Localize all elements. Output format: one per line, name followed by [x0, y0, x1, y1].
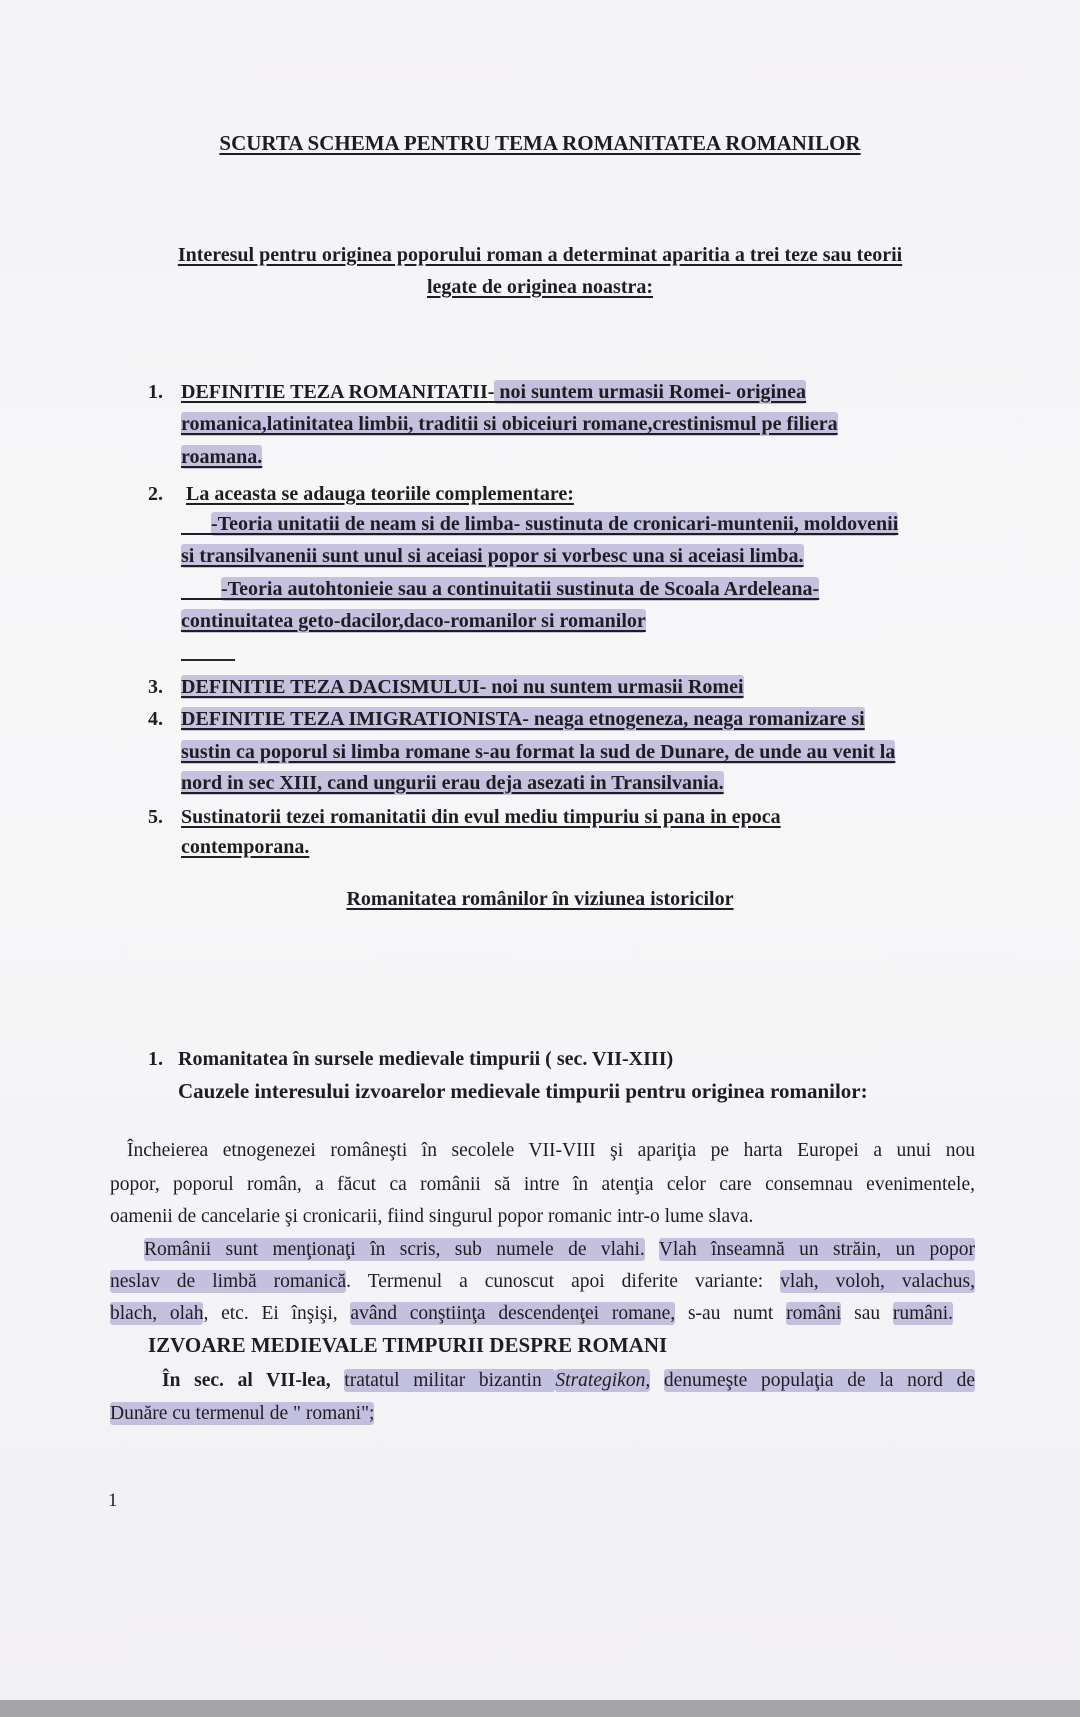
text-segment: La aceasta se adauga teoriile complementare:	[186, 483, 574, 505]
table-edge	[0, 1700, 1080, 1717]
list-number: 2.	[148, 483, 163, 505]
list-line	[181, 444, 262, 470]
list-line	[181, 543, 804, 569]
highlighted-text: Românii sunt menţionaţi în scris, sub numele de vlahi.	[144, 1239, 645, 1260]
list-line	[181, 608, 646, 634]
list-number: 5.	[148, 806, 163, 828]
list-line	[186, 481, 574, 507]
list-line	[181, 379, 806, 405]
highlighted-text: noi suntem urmasii Romei- originea	[494, 381, 807, 403]
list-number: 3.	[148, 676, 163, 698]
highlighted-text: sustin ca poporul si limba romane s-au format la sud de Dunare, de unde au venit la	[181, 741, 896, 763]
list-line	[181, 674, 744, 700]
highlighted-text: denumeşte populaţia de la nord de	[663, 1370, 975, 1391]
highlighted-text: români	[786, 1303, 842, 1324]
highlighted-text: având conştiinţa descendenţei romane,	[350, 1303, 676, 1324]
subheading: Romanitatea românilor în viziunea istoricilor	[346, 888, 734, 910]
list-line	[181, 706, 865, 732]
list-number: 1.	[148, 381, 163, 403]
highlighted-text: nord in sec XIII, cand ungurii erau deja asezati in Transilvania.	[181, 772, 724, 794]
highlighted-text: DEFINITIE TEZA IMIGRATIONISTA- neaga etnogeneza, neaga romanizare si	[181, 708, 865, 730]
section-subtitle: Cauzele interesului izvoarelor medievale timpurii pentru originea romanilor:	[178, 1079, 868, 1103]
text-segment: oamenii de cancelarie şi cronicarii, fiind singurul popor romanic intr-o lume slava.	[110, 1206, 754, 1227]
highlighted-text: vlah, voloh, valachus,	[780, 1271, 975, 1292]
list-line	[181, 511, 898, 537]
highlighted-text: tratatul militar bizantin	[344, 1370, 556, 1391]
text-segment: DEFINITIE TEZA ROMANITATII-	[181, 381, 495, 403]
list-line	[181, 804, 781, 830]
paragraph-line	[110, 1301, 953, 1327]
sources-line	[110, 1401, 374, 1427]
highlighted-text: -Teoria unitatii de neam si de limba- sustinuta de cronicari-muntenii, moldovenii	[211, 513, 899, 535]
paragraph-line	[110, 1172, 975, 1198]
text-segment	[650, 1370, 664, 1391]
paragraph-line	[127, 1138, 975, 1164]
highlighted-text: Dunăre cu termenul de " romani";	[110, 1403, 375, 1424]
highlighted-text: rumâni.	[892, 1303, 953, 1324]
highlighted-text: Strategikon,	[555, 1370, 651, 1391]
text-segment: . Termenul a cunoscut apoi diferite variante:	[346, 1271, 781, 1292]
section-title: Romanitatea în sursele medievale timpurii ( sec. VII-XIII)	[178, 1048, 674, 1070]
text-segment: contemporana.	[181, 836, 310, 858]
highlighted-text: blach, olah	[110, 1303, 204, 1324]
text-segment: popor, poporul român, a făcut ca românii să intre în atenţia celor care consemnau evenimentele,	[110, 1174, 975, 1195]
highlighted-text: Vlah înseamnă un străin, un popor	[658, 1239, 975, 1260]
text-segment: Sustinatorii tezei romanitatii din evul mediu timpuriu si pana in epoca	[181, 806, 781, 828]
list-line	[181, 770, 724, 796]
text-segment: , etc. Ei înşişi,	[203, 1303, 351, 1324]
text-segment	[181, 513, 211, 535]
text-segment: legate de originea noastra:	[426, 276, 654, 298]
page-number: 1	[108, 1490, 118, 1511]
list-line	[181, 739, 895, 765]
section-number: 1.	[148, 1048, 163, 1070]
text-segment: În sec. al VII-lea,	[162, 1370, 345, 1391]
list-line	[181, 411, 838, 437]
list-line	[181, 576, 819, 602]
highlighted-text: neslav de limbă romanică	[110, 1271, 347, 1292]
highlighted-text: continuitatea geto-dacilor,daco-romanilor si romanilor	[181, 610, 646, 632]
highlighted-text: -Teoria autohtonieie sau a continuitatii sustinuta de Scoala Ardeleana-	[221, 578, 820, 600]
text-segment: sau	[841, 1303, 893, 1324]
text-segment: Interesul pentru originea poporului roman a determinat aparitia a trei teze sau teorii	[177, 244, 903, 266]
text-segment	[181, 578, 221, 600]
list-number: 4.	[148, 708, 163, 730]
text-segment	[645, 1239, 659, 1260]
text-segment: Încheierea etnogenezei româneşti în secolele VII-VIII şi apariţia pe harta Europei a unui nou	[127, 1140, 975, 1161]
highlighted-text: roamana.	[181, 446, 263, 468]
paragraph-line	[144, 1237, 975, 1263]
highlighted-text: romanica,latinitatea limbii, traditii si obiceiuri romane,crestinismul pe filiera	[181, 413, 838, 435]
list-line	[181, 834, 309, 860]
highlighted-text: DEFINITIE TEZA DACISMULUI- noi nu suntem urmasii Romei	[181, 676, 744, 698]
highlighted-text: si transilvanenii sunt unul si aceiasi popor si vorbesc una si aceiasi limba.	[181, 545, 804, 567]
paragraph-line	[110, 1269, 975, 1295]
text-segment: s-au numt	[675, 1303, 787, 1324]
sources-line	[162, 1368, 975, 1394]
intro-line	[0, 242, 1080, 268]
sources-heading: IZVOARE MEDIEVALE TIMPURII DESPRE ROMANI	[148, 1333, 668, 1357]
paragraph-line	[110, 1204, 753, 1230]
divider	[181, 659, 235, 661]
document-title: SCURTA SCHEMA PENTRU TEMA ROMANITATEA ROMANILOR	[219, 131, 861, 155]
intro-line	[0, 274, 1080, 300]
